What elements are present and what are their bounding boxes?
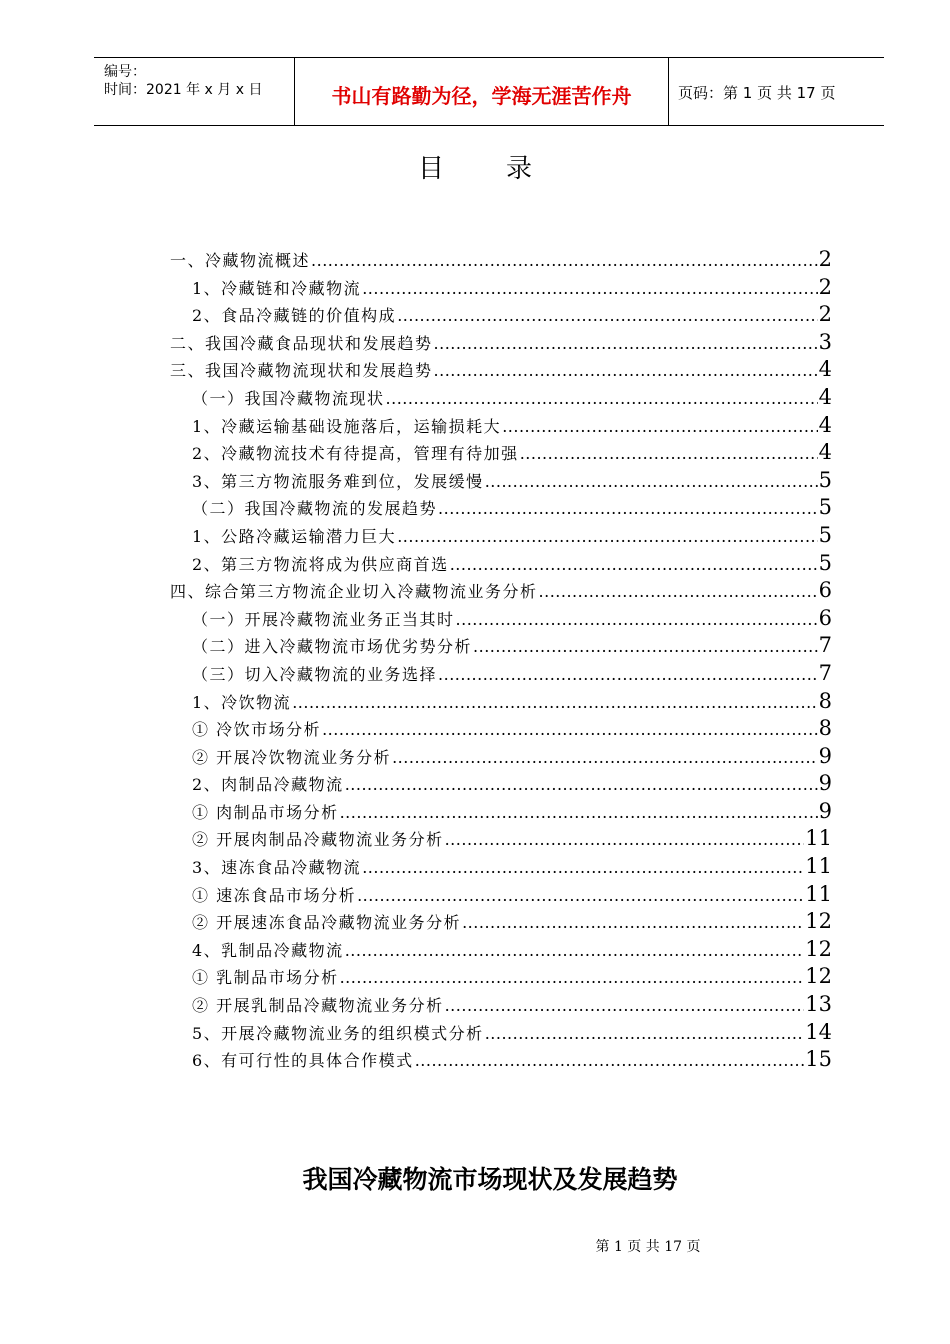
toc-entry[interactable] xyxy=(170,246,832,274)
toc-entry[interactable] xyxy=(170,963,832,991)
toc-entry[interactable] xyxy=(170,991,832,1019)
toc-leader xyxy=(473,633,818,661)
toc-entry-page: 9 xyxy=(818,743,832,768)
toc-entry-text: （一）开展冷藏物流业务正当其时 xyxy=(192,609,455,629)
toc-entry-page: 8 xyxy=(818,688,832,713)
toc-entry-page: 2 xyxy=(818,247,832,271)
toc-entry[interactable] xyxy=(170,1046,832,1074)
table-of-contents xyxy=(170,246,832,1074)
toc-entry-page: 4 xyxy=(818,412,832,437)
toc-entry-text: 三、我国冷藏物流现状和发展趋势 xyxy=(170,361,433,381)
header-motto-cell xyxy=(295,58,669,125)
toc-entry-page: 15 xyxy=(805,1047,832,1072)
header-page-cell xyxy=(669,58,884,125)
toc-heading-char-1: 目 xyxy=(417,154,444,184)
toc-entry[interactable] xyxy=(170,660,832,688)
toc-leader xyxy=(362,275,817,303)
toc-leader xyxy=(450,551,818,579)
toc-entry-page: 4 xyxy=(818,357,832,382)
toc-entry[interactable] xyxy=(170,494,832,522)
toc-entry-text: （二）进入冷藏物流市场优劣势分析 xyxy=(192,637,473,657)
toc-entry[interactable] xyxy=(170,522,832,550)
toc-leader xyxy=(345,937,805,965)
toc-entry-page: 12 xyxy=(805,936,832,961)
toc-entry-page: 5 xyxy=(818,495,832,520)
toc-entry-text: 1、冷藏链和冷藏物流 xyxy=(192,278,362,298)
toc-entry-page: 12 xyxy=(805,909,832,934)
toc-entry-page: 5 xyxy=(818,522,832,547)
toc-heading xyxy=(0,148,950,185)
toc-leader xyxy=(445,992,805,1020)
header-meta-cell xyxy=(94,58,295,125)
toc-entry[interactable] xyxy=(170,412,832,440)
toc-leader xyxy=(434,330,818,358)
toc-leader xyxy=(397,523,817,551)
toc-entry-page: 5 xyxy=(818,550,832,575)
motto: 书山有路勤为径，学海无涯苦作舟 xyxy=(331,84,632,108)
page-header xyxy=(94,57,884,126)
toc-leader xyxy=(386,385,818,413)
toc-entry-text: ② 开展速冻食品冷藏物流业务分析 xyxy=(192,913,462,933)
toc-leader xyxy=(434,357,818,385)
toc-entry-page: 8 xyxy=(818,716,832,741)
toc-entry[interactable] xyxy=(170,356,832,384)
toc-leader xyxy=(362,854,804,882)
toc-entry[interactable] xyxy=(170,384,832,412)
toc-leader xyxy=(485,468,818,496)
toc-leader xyxy=(485,1020,805,1048)
toc-leader xyxy=(456,606,818,634)
toc-entry[interactable] xyxy=(170,605,832,633)
toc-entry[interactable] xyxy=(170,715,832,743)
toc-leader xyxy=(292,689,817,717)
toc-entry-page: 4 xyxy=(818,384,832,409)
toc-entry[interactable] xyxy=(170,853,832,881)
toc-entry-page: 6 xyxy=(818,578,832,603)
toc-leader xyxy=(438,495,818,523)
toc-entry-text: 2、肉制品冷藏物流 xyxy=(192,775,344,795)
toc-leader xyxy=(340,799,818,827)
toc-entry[interactable] xyxy=(170,329,832,357)
toc-entry-text: 2、第三方物流将成为供应商首选 xyxy=(192,554,449,574)
toc-entry-text: ① 冷饮市场分析 xyxy=(192,720,322,740)
toc-leader xyxy=(415,1047,805,1075)
document-title: 我国冷藏物流市场现状及发展趋势 xyxy=(302,1165,678,1194)
toc-entry-text: （三）切入冷藏物流的业务选择 xyxy=(192,664,438,684)
toc-leader xyxy=(340,964,805,992)
toc-entry-page: 7 xyxy=(818,660,832,685)
toc-leader xyxy=(445,826,805,854)
toc-entry-text: 一、冷藏物流概述 xyxy=(170,251,311,270)
toc-entry[interactable] xyxy=(170,936,832,964)
toc-leader xyxy=(392,744,818,772)
toc-entry-page: 2 xyxy=(818,274,832,299)
toc-entry[interactable] xyxy=(170,274,832,302)
toc-leader xyxy=(462,909,804,937)
toc-entry-page: 12 xyxy=(805,964,832,989)
toc-entry-text: 4、乳制品冷藏物流 xyxy=(192,940,344,960)
toc-entry-text: 6、有可行性的具体合作模式 xyxy=(192,1051,414,1071)
toc-entry[interactable] xyxy=(170,881,832,909)
page-footer: 第 1 页 共 17 页 xyxy=(595,1239,701,1255)
toc-entry-page: 7 xyxy=(818,633,832,658)
toc-entry-page: 9 xyxy=(818,798,832,823)
toc-entry-page: 11 xyxy=(805,881,832,906)
toc-leader xyxy=(397,302,817,330)
toc-entry-text: 二、我国冷藏食品现状和发展趋势 xyxy=(170,333,433,353)
toc-entry-page: 14 xyxy=(805,1019,832,1044)
toc-entry-page: 3 xyxy=(818,329,832,354)
toc-entry-text: ① 乳制品市场分析 xyxy=(192,968,339,988)
toc-entry[interactable] xyxy=(170,1019,832,1047)
toc-entry-page: 6 xyxy=(818,605,832,630)
toc-entry-text: 1、公路冷藏运输潜力巨大 xyxy=(192,526,397,546)
toc-entry[interactable] xyxy=(170,550,832,578)
toc-entry-text: ② 开展乳制品冷藏物流业务分析 xyxy=(192,996,444,1016)
toc-entry-text: 3、速冻食品冷藏物流 xyxy=(192,858,362,878)
toc-entry[interactable] xyxy=(170,770,832,798)
time-label: 时间：2021 年 x 月 x 日 xyxy=(104,82,263,98)
toc-entry-text: 5、开展冷藏物流业务的组织模式分析 xyxy=(192,1023,484,1043)
toc-entry[interactable] xyxy=(170,577,832,605)
toc-entry-text: 四、综合第三方物流企业切入冷藏物流业务分析 xyxy=(170,582,538,602)
number-label: 编号： xyxy=(104,64,146,80)
toc-entry-page: 11 xyxy=(805,826,832,851)
toc-entry[interactable] xyxy=(170,632,832,660)
toc-entry-text: ① 肉制品市场分析 xyxy=(192,802,339,822)
toc-leader xyxy=(520,440,818,468)
toc-entry[interactable] xyxy=(170,467,832,495)
toc-entry[interactable] xyxy=(170,825,832,853)
toc-entry[interactable] xyxy=(170,798,832,826)
toc-leader xyxy=(322,716,818,744)
toc-leader xyxy=(357,882,804,910)
toc-entry-page: 5 xyxy=(818,467,832,492)
toc-leader xyxy=(345,771,818,799)
toc-entry-page: 4 xyxy=(818,440,832,465)
toc-entry-page: 9 xyxy=(818,771,832,796)
toc-entry-text: 2、食品冷藏链的价值构成 xyxy=(192,306,397,326)
toc-entry-text: 1、冷饮物流 xyxy=(192,692,292,712)
toc-entry-text: 2、冷藏物流技术有待提高，管理有待加强 xyxy=(192,444,519,464)
toc-entry-text: ② 开展冷饮物流业务分析 xyxy=(192,747,392,767)
toc-leader xyxy=(438,661,818,689)
toc-leader xyxy=(502,413,817,441)
toc-entry-text: （一）我国冷藏物流现状 xyxy=(192,388,385,408)
page-number-label: 页码：第 1 页 共 17 页 xyxy=(678,84,836,102)
toc-entry-text: （二）我国冷藏物流的发展趋势 xyxy=(192,499,438,519)
toc-entry-page: 2 xyxy=(818,302,832,327)
toc-entry[interactable] xyxy=(170,743,832,771)
toc-entry-text: 1、冷藏运输基础设施落后，运输损耗大 xyxy=(192,416,502,436)
toc-leader xyxy=(311,247,818,275)
toc-entry-text: ② 开展肉制品冷藏物流业务分析 xyxy=(192,830,444,850)
toc-entry-page: 13 xyxy=(805,992,832,1017)
toc-entry-page: 11 xyxy=(805,854,832,879)
toc-entry[interactable] xyxy=(170,908,832,936)
toc-entry[interactable] xyxy=(170,301,832,329)
toc-leader xyxy=(539,578,818,606)
toc-heading-char-2: 录 xyxy=(506,154,533,184)
toc-entry-text: ① 速冻食品市场分析 xyxy=(192,885,357,905)
toc-entry-text: 3、第三方物流服务难到位，发展缓慢 xyxy=(192,471,484,491)
toc-entry[interactable] xyxy=(170,688,832,716)
toc-entry[interactable] xyxy=(170,439,832,467)
